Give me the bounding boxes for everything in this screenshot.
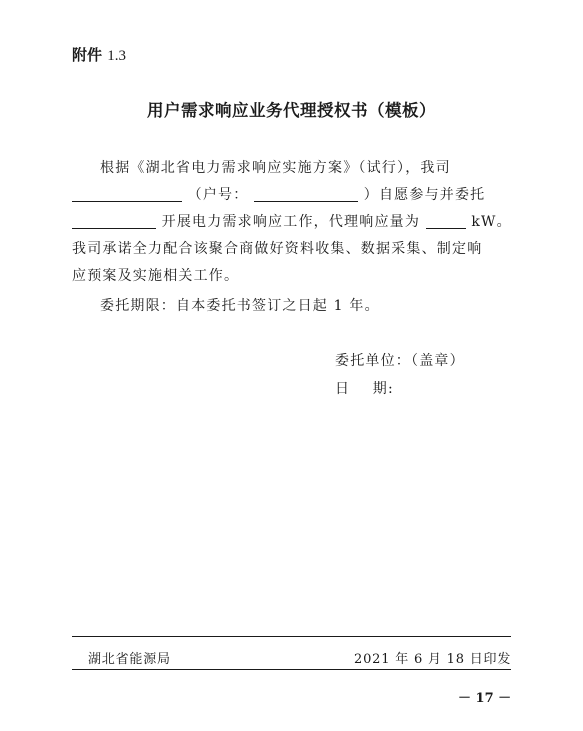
body-line-1: 根据《湖北省电力需求响应实施方案》（试行），我司 — [100, 160, 451, 176]
response-capacity-blank[interactable] — [426, 214, 466, 229]
attachment-number: 1.3 — [107, 48, 126, 64]
body-line-4: 我司承诺全力配合该聚合商做好资料收集、数据采集、制定响 — [72, 241, 483, 257]
aggregator-name-blank[interactable] — [72, 214, 156, 229]
capacity-unit: kW。 — [471, 214, 512, 230]
issuer-name: 湖北省能源局 — [88, 652, 171, 667]
attachment-label-text: 附件 — [72, 46, 103, 64]
attachment-label — [72, 44, 126, 65]
voluntary-entrust-text: ）自愿参与并委托 — [363, 187, 486, 203]
page-number: － 17 － — [458, 691, 512, 706]
footer-bottom-rule — [72, 669, 511, 670]
company-name-blank[interactable] — [72, 187, 182, 202]
body-line-2 — [72, 184, 485, 204]
entrust-period: 委托期限：自本委托书签订之日起 1 年。 — [100, 298, 380, 314]
date-label: 日 期: — [335, 381, 394, 397]
body-line-3 — [72, 211, 512, 231]
entrusting-unit-label: 委托单位：（盖章） — [335, 353, 465, 369]
account-number-label: （户号： — [187, 187, 249, 203]
issue-date: 2021 年 6 月 18 日印发 — [354, 652, 512, 667]
account-number-blank[interactable] — [254, 187, 358, 202]
footer-top-rule — [72, 636, 511, 637]
document-title: 用户需求响应业务代理授权书（模板） — [147, 101, 436, 120]
body-line-5: 应预案及实施相关工作。 — [72, 268, 240, 284]
response-work-text: 开展电力需求响应工作，代理响应量为 — [161, 214, 421, 230]
